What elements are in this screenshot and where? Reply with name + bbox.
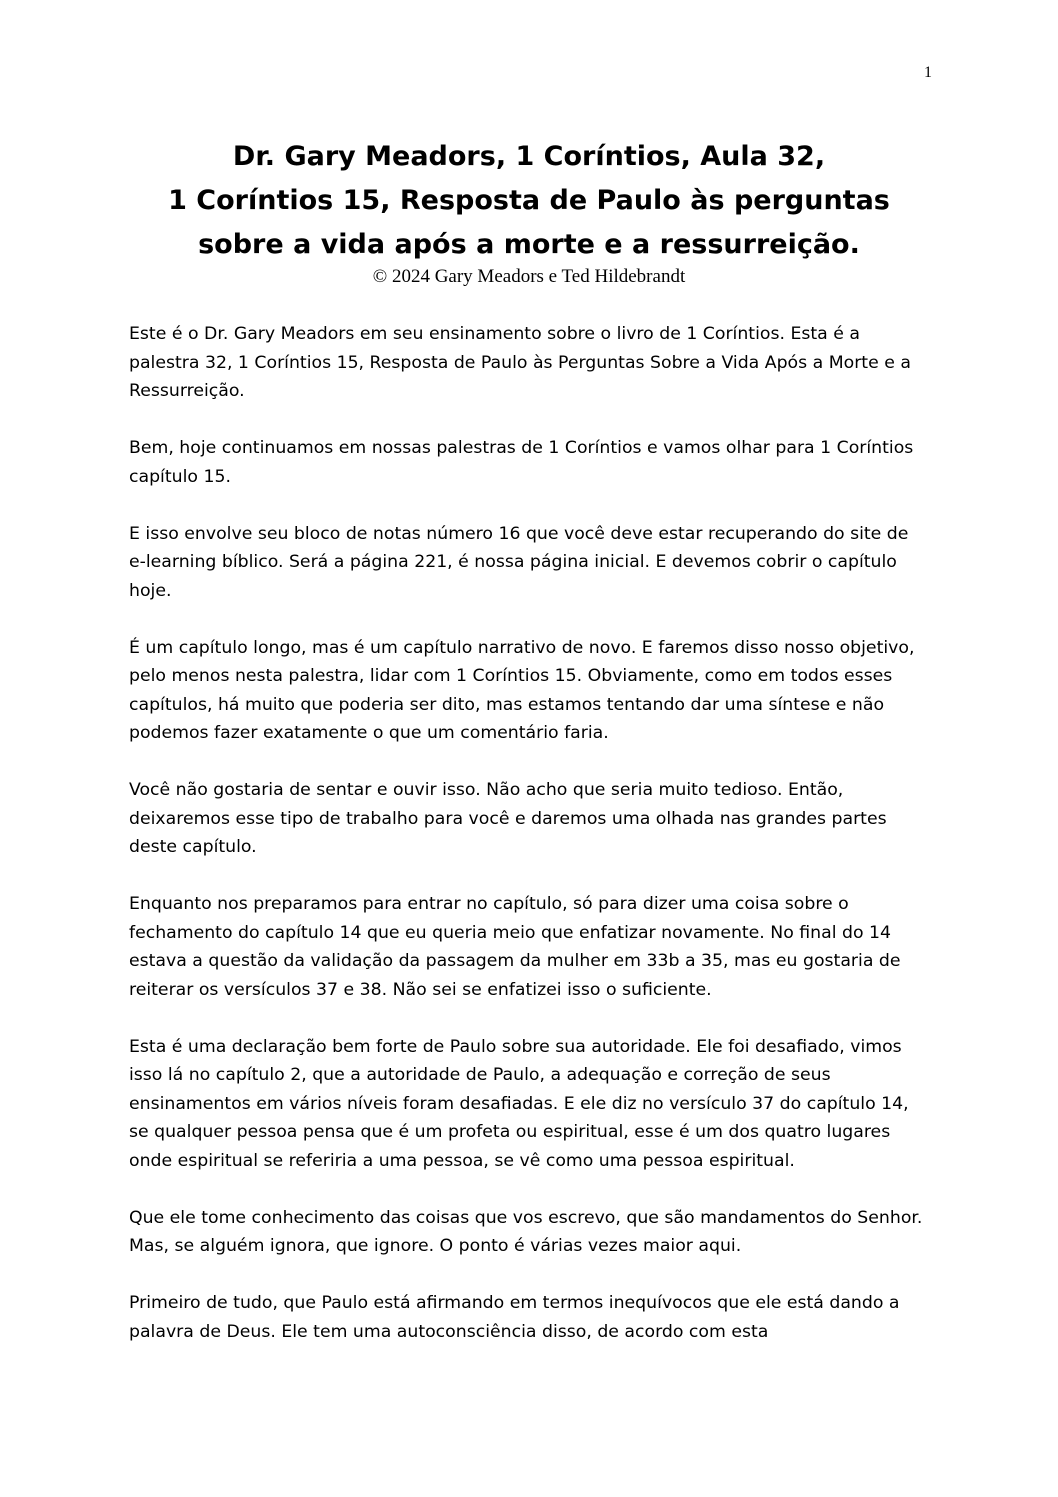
paragraph: Bem, hoje continuamos em nossas palestras de 1 Coríntios e vamos olhar para 1 Coríntios capítulo 15.	[129, 438, 914, 487]
paragraph: Primeiro de tudo, que Paulo está afirmando em termos inequívocos que ele está dando a palavra de Deus. Ele tem uma autoconsciência disso, de acordo com esta	[129, 1293, 900, 1342]
paragraph: Esta é uma declaração bem forte de Paulo sobre sua autoridade. Ele foi desafiado, vimos isso lá no capítulo 2, que a autoridade de Paulo, a adequação e correção de seus ensinamentos em vários níveis foram desafiadas. E ele diz no versículo 37 do capítulo 14, se qualquer pessoa pensa que é um profeta ou espiritual, esse é um dos quatro lugares onde espiritual se referiria a uma pessoa, se vê como uma pessoa espiritual.	[129, 1036, 909, 1171]
paragraph: É um capítulo longo, mas é um capítulo narrativo de novo. E faremos disso nosso objetivo, pelo menos nesta palestra, lidar com 1 Coríntios 15. Obviamente, como em todos esses capítulos, há muito que poderia ser dito, mas estamos tentando dar uma síntese e não podemos fazer exatamente o que um comentário faria.	[129, 637, 915, 743]
paragraph: Enquanto nos preparamos para entrar no capítulo, só para dizer uma coisa sobre o fechamento do capítulo 14 que eu queria meio que enfatizar novamente. No final do 14 estava a questão da validação da passagem da mulher em 33b a 35, mas eu gostaria de reiterar os versículos 37 e 38. Não sei se enfatizei isso o suficiente.	[129, 894, 901, 1000]
paragraph: Você não gostaria de sentar e ouvir isso. Não acho que seria muito tedioso. Então, deixaremos esse tipo de trabalho para você e daremos uma olhada nas grandes partes deste capítulo.	[129, 780, 887, 857]
title-line-2: 1 Coríntios 15, Resposta de Paulo às perguntas	[168, 185, 890, 216]
document-header	[0, 135, 1058, 288]
paragraph: E isso envolve seu bloco de notas número 16 que você deve estar recuperando do site de e-learning bíblico. Será a página 221, é nossa página inicial. E devemos cobrir o capítulo hoje.	[129, 523, 909, 601]
page-number: 1	[924, 64, 932, 81]
title-line-1: Dr. Gary Meadors, 1 Coríntios, Aula 32,	[232, 141, 826, 172]
title-line-3: sobre a vida após a morte e a ressurreição.	[198, 229, 860, 260]
paragraph: Que ele tome conhecimento das coisas que vos escrevo, que são mandamentos do Senhor. Mas, se alguém ignora, que ignore. O ponto é várias vezes maior aqui.	[129, 1207, 923, 1256]
paragraph: Este é o Dr. Gary Meadors em seu ensinamento sobre o livro de 1 Coríntios. Esta é a palestra 32, 1 Coríntios 15, Resposta de Paulo às Perguntas Sobre a Vida Após a Morte e a Ressurreição.	[129, 324, 911, 401]
copyright-line: © 2024 Gary Meadors e Ted Hildebrandt	[372, 266, 686, 287]
document-body	[129, 320, 929, 1375]
